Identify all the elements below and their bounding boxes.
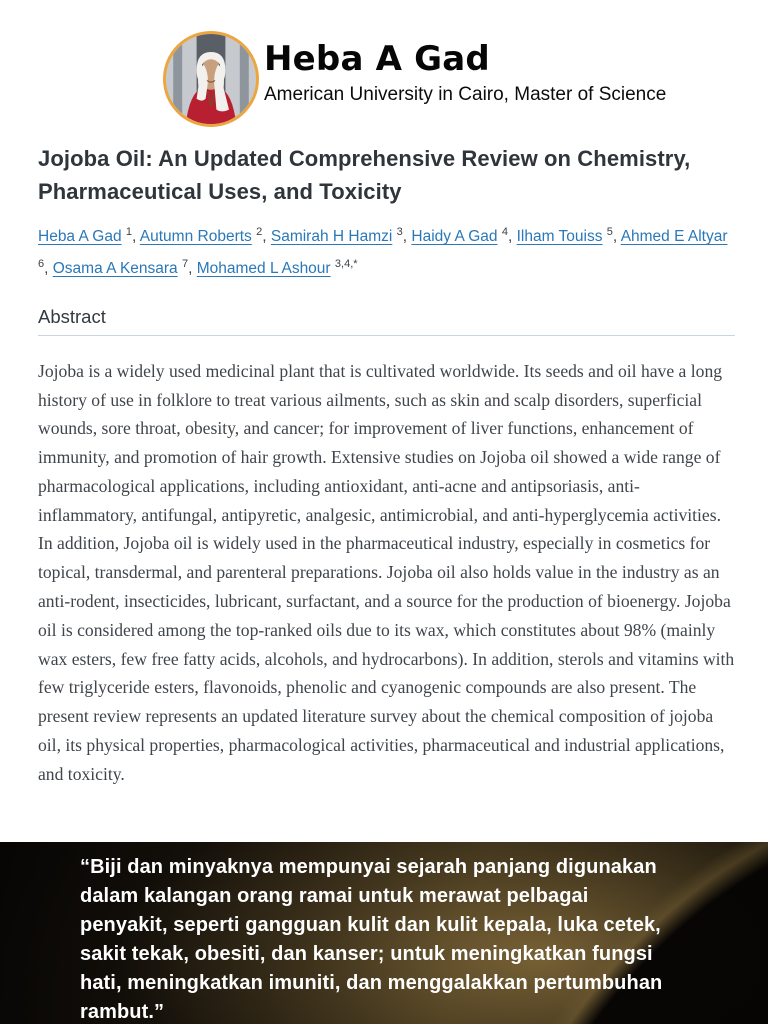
author-link[interactable]: Samirah H Hamzi [270, 228, 393, 245]
author-superscript: 3 [396, 225, 403, 238]
profile-affiliation: American University in Cairo, Master of Science [264, 83, 667, 105]
paper-title: Jojoba Oil: An Updated Comprehensive Review on Chemistry, Pharmaceutical Uses, and Toxicity [38, 146, 691, 204]
quote-text: “Biji dan minyaknya mempunyai sejarah panjang digunakan dalam kalangan orang ramai untuk merawat pelbagai penyakit, seperti gangguan kulit dan kulit kepala, luka cetek, sakit tekak, obesiti, dan kanser; untuk meningkatkan fungsi hati, meningkatkan imuniti, dan menggalakkan pertumbuhan rambut.” [80, 856, 663, 1023]
avatar [163, 31, 259, 127]
paper-section [38, 142, 735, 788]
author-link[interactable]: Mohamed L Ashour [196, 259, 331, 277]
profile-text [264, 38, 666, 107]
author-link[interactable]: Autumn Roberts [139, 228, 252, 245]
author-superscript: 3,4,* [334, 257, 358, 270]
abstract-heading: Abstract [38, 305, 106, 327]
author-link[interactable]: Ilham Touiss [516, 228, 603, 245]
quote-panel [0, 842, 768, 1024]
profile-photo-icon [166, 34, 256, 124]
author-link[interactable]: Osama A Kensara [52, 259, 178, 277]
author-superscript: 4 [501, 225, 508, 238]
author-superscript: 5 [606, 225, 613, 238]
profile-name: Heba A Gad [264, 39, 490, 79]
author-link[interactable]: Haidy A Gad [411, 228, 498, 245]
abstract-header [38, 306, 735, 336]
author-superscript: 6 [38, 257, 45, 270]
author-link[interactable]: Heba A Gad [38, 228, 122, 245]
author-superscript: 7 [182, 257, 189, 270]
author-superscript: 1 [125, 225, 133, 238]
profile-header [0, 0, 768, 140]
author-link[interactable]: Ahmed E Altyar [620, 228, 728, 245]
author-list: Heba A Gad $^1$, Autumn Roberts $^2$, Samirah H Hamzi $^3$, Haidy A Gad $^4$, Ilham Touiss $^5$, Ahmed E Altyar $^6$, Osama A Kensara $^7$, Mohamed L Ashour $^{3,4,*}$ [38, 225, 728, 277]
author-superscript: 2 [256, 225, 263, 238]
abstract-text: Jojoba is a widely used medicinal plant that is cultivated worldwide. Its seeds and oil have a long history of use in folklore to treat various ailments, such as skin and scalp disorders, superficial wounds, sore throat, obesity, and cancer; for improvement of liver functions, enhancement of immunity, and promotion of hair growth. Extensive studies on Jojoba oil showed a wide range of pharmacological applications, including antioxidant, anti-acne and antipsoriasis, anti-inflammatory, antifungal, antipyretic, analgesic, antimicrobial, and anti-hyperglycemia activities. In addition, Jojoba oil is widely used in the pharmaceutical industry, especially in cosmetics for topical, transdermal, and parenteral preparations. Jojoba oil also holds value in the industry as an anti-rodent, insecticides, lubricant, surfactant, and a source for the production of bioenergy. Jojoba oil is considered among the top-ranked oils due to its wax, which constitutes about 98% (mainly wax esters, few free fatty acids, alcohols, and hydrocarbons). In addition, sterols and vitamins with few triglyceride esters, flavonoids, phenolic and cyanogenic compounds are also present. The present review represents an updated literature survey about the chemical composition of jojoba oil, its physical properties, pharmacological activities, pharmaceutical and industrial applications, and toxicity. [38, 360, 735, 784]
